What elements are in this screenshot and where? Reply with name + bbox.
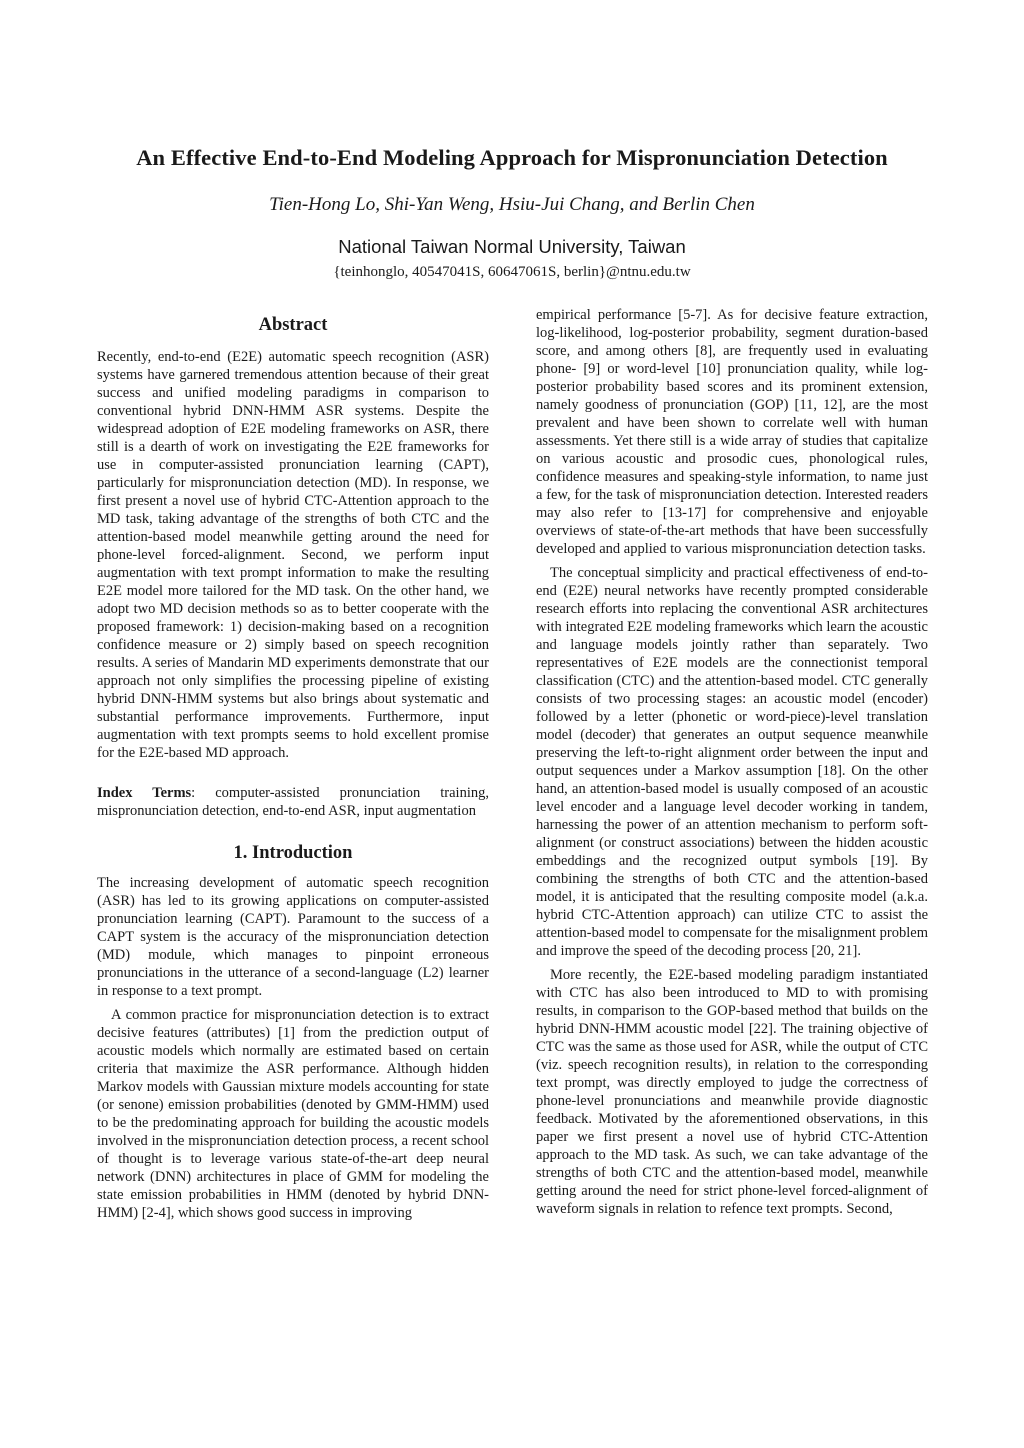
left-column — [97, 314, 489, 1222]
abstract-text: Recently, end-to-end (E2E) automatic speech recognition (ASR) systems have garnered tremendous attention because of their great success and unified modeling paradigms in comparison to conventional hybrid DNN-HMM ASR systems. Despite the widespread adoption of E2E modeling frameworks on ASR, there still is a dearth of work on investigating the E2E frameworks for use in computer-assisted pronunciation learning (CAPT), particularly for mispronunciation detection (MD). In response, we first present a novel use of hybrid CTC-Attention approach to the MD task, taking advantage of the strengths of both CTC and the attention-based model meanwhile getting around the need for phone-level forced-alignment. Second, we perform input augmentation with text prompt information to make the resulting E2E model more tailored for the MD task. On the other hand, we adopt two MD decision methods so as to better cooperate with the proposed framework: 1) decision-making based on a recognition confidence measure or 2) simply based on speech recognition results. A series of Mandarin MD experiments demonstrate that our approach not only simplifies the processing pipeline of existing hybrid DNN-HMM systems but also brings about systematic and substantial performance improvements. Furthermore, input augmentation with text prompts seems to hold excellent promise for the E2E-based MD approach. — [97, 349, 489, 761]
paper-title: An Effective End-to-End Modeling Approach for Mispronunciation Detection — [136, 145, 888, 170]
right-paragraph-1: empirical performance [5-7]. As for decisive feature extraction, log-likelihood, log-posterior probability, segment duration-based score, and among others [8], are frequently used in evaluating phone- [9] or word-level [10] pronunciation quality, while log-posterior probability based scores and its prominent extension, namely goodness of pronunciation (GOP) [11, 12], are the most prevalent and have been shown to correlate well with human assessments. Yet there still is a wide array of studies that capitalize on various acoustic and prosodic cues, phonological rules, confidence measures and speaking-style information, to name just a few, for the task of mispronunciation detection. Interested readers may also refer to [13-17] for comprehensive and enjoyable overviews of state-of-the-art methods that have been successfully developed and applied to various mispronunciation detection tasks. — [536, 307, 928, 557]
intro-paragraph-1: The increasing development of automatic speech recognition (ASR) has led to its growing applications on computer-assisted pronunciation learning (CAPT). Paramount to the success of a CAPT system is the accuracy of the mispronunciation detection (MD) module, which manages to pinpoint erroneous pronunciations in the utterance of a second-language (L2) learner in response to a text prompt. — [97, 875, 489, 999]
abstract-heading: Abstract — [258, 315, 328, 335]
right-paragraph-2: The conceptual simplicity and practical effectiveness of end-to-end (E2E) neural networks have recently prompted considerable research efforts into replacing the conventional ASR architectures with integrated E2E modeling frameworks which learn the acoustic and language models jointly rather than separately. Two representatives of E2E models are the connectionist temporal classification (CTC) and the attention-based model. CTC generally consists of two processing stages: an acoustic model (encoder) followed by a letter (phonetic or word-piece)-level translation model (decoder) that generates an output sequence meanwhile preserving the left-to-right alignment order between the input and output sequences under a Markov assumption [18]. On the other hand, an attention-based model is usually composed of an acoustic level encoder and a language level decoder working in tandem, harnessing the power of an attention mechanism to perform soft-alignment (or construct associations) between the hidden acoustic embeddings and the recognized output symbols [19]. By combining the strengths of both CTC and the attention-based model, it is anticipated that the resulting composite model (a.k.a. hybrid CTC-Attention approach) can utilize CTC to assist the attention-based model to compensate for the misalignment problem and improve the speed of the decoding process [20, 21]. — [536, 565, 928, 959]
affiliation: National Taiwan Normal University, Taiwan — [338, 236, 686, 257]
introduction-heading: 1. Introduction — [233, 843, 353, 863]
author-emails: {teinhonglo, 40547041S, 60647061S, berlin}@ntnu.edu.tw — [333, 264, 691, 280]
intro-paragraph-2: A common practice for mispronunciation detection is to extract decisive features (attributes) [1] from the prediction output of acoustic models which normally are estimated based on certain criteria that maximize the ASR performance. Although hidden Markov models with Gaussian mixture models accounting for state (or senone) emission probabilities (denoted by GMM-HMM) used to be the predominating approach for building the acoustic models involved in the mispronunciation detection process, a recent school of thought is to leverage various state-of-the-art deep neural network (DNN) architectures in place of GMM for modeling the state emission probabilities in HMM (denoted by hybrid DNN-HMM) [2-4], which shows good success in improving — [97, 1007, 489, 1221]
index-terms-label: Index Terms — [97, 785, 192, 801]
index-terms — [97, 784, 489, 820]
right-column — [536, 306, 928, 1218]
right-paragraph-3: More recently, the E2E-based modeling paradigm instantiated with CTC has also been introduced to MD to with promising results, in comparison to the GOP-based method that builds on the hybrid DNN-HMM acoustic model [22]. The training objective of CTC was the same as those used for ASR, while the output of CTC (viz. speech recognition results), in relation to the corresponding text prompt, was directly employed to judge the correctness of phone-level pronunciations and meanwhile provide diagnostic feedback. Motivated by the aforementioned observations, in this paper we first present a novel use of hybrid CTC-Attention approach to the MD task. As such, we can take advantage of the strengths of both CTC and the attention-based model, meanwhile getting around the need for strict phone-level forced-alignment of waveform signals in relation to refence text prompts. Second, — [536, 967, 928, 1217]
index-terms-text: : computer-assisted pronunciation training, mispronunciation detection, end-to-end ASR, input augmentation — [97, 785, 489, 819]
author-list: Tien-Hong Lo, Shi-Yan Weng, Hsiu-Jui Chang, and Berlin Chen — [269, 194, 755, 215]
